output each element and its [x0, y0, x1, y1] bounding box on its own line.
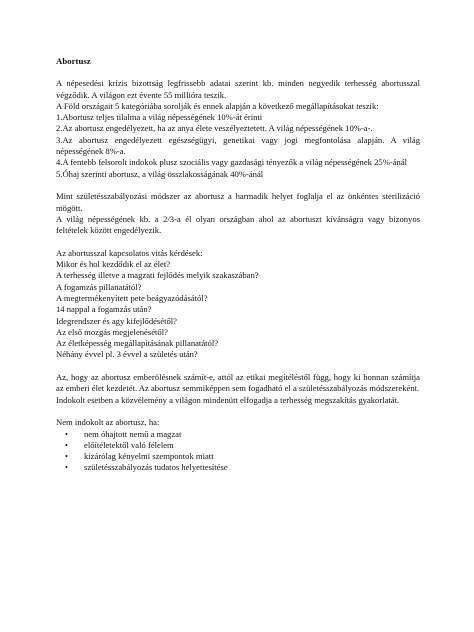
contraception-paragraph: Mint születésszabályozási módszer az abortusz a harmadik helyet foglalja el az önkéntes sterilizáció mögött. — [56, 191, 420, 213]
question-item: A fogamzás pillanatától? — [56, 281, 142, 292]
list-item: • nem óhajtott nemű a magzat — [56, 429, 420, 440]
questions-heading: Az abortusszal kapcsolatos vitás kérdések: — [56, 247, 203, 258]
ethics-paragraph: Az, hogy az abortusz emberölésnek számít-e, attól az etikai megítéléstől függ, hogy ki honnan számítja az emberi élet kezdetét. Az abortusz semmiképpen sem fogadható el a születésszabályozás módszereként. — [56, 372, 420, 394]
paragraph-gap — [56, 361, 420, 372]
category-item-2: 2.Az abortusz engedélyezett, ha az anya élete veszélyeztetett. A világ népességének 10%-a-. — [56, 123, 373, 134]
question-item: A megtermékenyített pete beágyazódásától? — [56, 292, 208, 303]
question-item: Mikor és hol kezdődik el az élet? — [56, 259, 171, 270]
acceptance-paragraph: Indokolt esetben a közvélemény a világon mindenütt elfogadja a terhesség megszakítás gyakorlatát. — [56, 394, 400, 405]
paragraph-gap — [56, 180, 420, 191]
category-item-1: 1.Abortusz teljes tilalma a világ népességének 10%-át érinti — [56, 112, 263, 123]
paragraph-gap — [56, 236, 420, 247]
category-item-3: 3.Az abortusz engedélyezett egészségügyi, genetikai vagy jogi megfontolása alapján. A világ népességének 8%-a. — [56, 134, 420, 157]
category-item-5: 5.Óhaj szerinti abortusz, a világ összlakosságának 40%-ánál — [56, 168, 264, 179]
list-item: • születésszabályozás tudatos helyettesítése — [56, 462, 420, 473]
document-title: Abortusz — [56, 56, 91, 66]
category-item-4: 4.A fentebb felsorolt indokok plusz szociális vagy gazdasági tényezők a világ népességének 25%-ánál — [56, 157, 408, 168]
paragraph-gap — [56, 406, 420, 417]
categories-intro: A Föld országait 5 kategóriába sorolják és ennek alapján a következő megállapításokat teszik: — [56, 100, 379, 111]
question-item: A terhesség illetve a magzati fejlődés melyik szakaszában? — [56, 270, 259, 281]
list-item: • kizárólag kényelmi szempontok miatt — [56, 451, 420, 462]
question-item: Az első mozgás megjelenésétől? — [56, 326, 168, 337]
reasons-heading: Nem indokolt az abortusz, ha: — [56, 417, 160, 428]
document-page — [56, 56, 420, 474]
intro-paragraph: A népesedési krízis bizottság legfrissebb adatai szerint kb. minden negyedik terhesség abortusszal végződik. A világon ezt évente 55 millióra teszik. — [56, 78, 420, 100]
question-item: Néhány évvel pl. 3 évvel a születés után? — [56, 349, 198, 360]
population-paragraph: A világ népességének kb. a 2/3-a él olyan országban ahol az abortuszt kívánságra vagy bizonyos feltételek között engedélyezik. — [56, 213, 420, 236]
question-item: Idegrendszer és agy kifejlődésétől? — [56, 315, 177, 326]
question-item: Az életképesség megállapításának pillanatától? — [56, 338, 219, 349]
question-item: 14 nappal a fogamzás után? — [56, 304, 152, 315]
reasons-list — [56, 429, 420, 474]
list-item: • előítéletektől való félelem — [56, 440, 420, 451]
